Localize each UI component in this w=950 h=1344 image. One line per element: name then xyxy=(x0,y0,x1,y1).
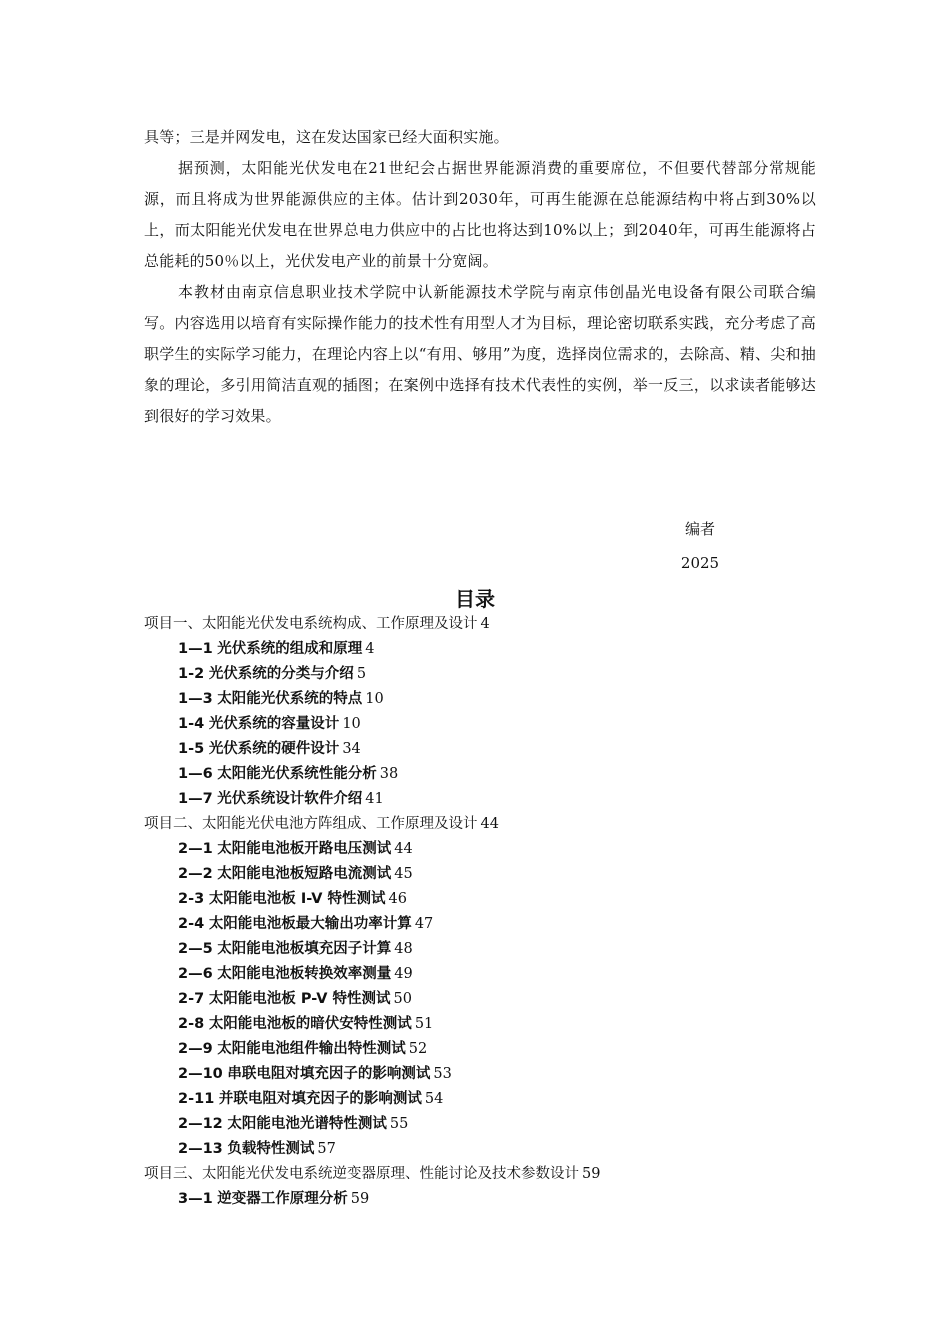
toc-entry-title: 太阳能电池板的暗伏安特性测试 xyxy=(208,1016,412,1032)
toc-section-entry[interactable] xyxy=(144,987,824,1012)
toc-entry-number: 2—6 xyxy=(178,966,213,982)
toc-entry-title: 太阳能电池光谱特性测试 xyxy=(227,1116,387,1132)
toc-entry-number: 2-8 xyxy=(178,1016,205,1032)
toc-section-entry[interactable] xyxy=(144,787,824,812)
table-of-contents xyxy=(144,612,824,1212)
toc-entry-title: 光伏系统的容量设计 xyxy=(208,716,340,732)
toc-entry-page: 52 xyxy=(408,1041,428,1057)
toc-section-entry[interactable] xyxy=(144,712,824,737)
toc-entry-title: 太阳能电池板最大输出功率计算 xyxy=(208,916,412,932)
toc-entry-title: 并联电阻对填充因子的影响测试 xyxy=(218,1091,422,1107)
toc-section-entry[interactable] xyxy=(144,662,824,687)
toc-entry-page: 48 xyxy=(394,941,413,957)
toc-chapter-entry[interactable] xyxy=(144,612,824,637)
signature-year: 2025 xyxy=(680,554,720,572)
toc-entry-number: 2—13 xyxy=(178,1141,223,1157)
toc-entry-number: 2—10 xyxy=(178,1066,223,1082)
toc-section-entry[interactable] xyxy=(144,837,824,862)
toc-entry-number: 2—2 xyxy=(178,866,213,882)
toc-entry-page: 59 xyxy=(582,1166,601,1182)
toc-entry-page: 44 xyxy=(394,841,413,857)
toc-entry-number: 1—1 xyxy=(178,641,213,657)
toc-section-entry[interactable] xyxy=(144,1012,824,1037)
toc-entry-page: 34 xyxy=(342,741,361,757)
toc-entry-number: 1—7 xyxy=(178,791,213,807)
toc-section-entry[interactable] xyxy=(144,937,824,962)
toc-entry-title: 光伏系统的分类与介绍 xyxy=(208,666,354,682)
toc-entry-page: 4 xyxy=(480,616,490,632)
toc-entry-page: 54 xyxy=(424,1091,444,1107)
toc-section-entry[interactable] xyxy=(144,887,824,912)
toc-entry-page: 10 xyxy=(342,716,361,732)
toc-entry-page: 50 xyxy=(393,991,412,1007)
toc-section-entry[interactable] xyxy=(144,1062,824,1087)
toc-section-entry[interactable] xyxy=(144,962,824,987)
body-text xyxy=(144,122,816,432)
toc-entry-title: 光伏系统的硬件设计 xyxy=(208,741,340,757)
toc-entry-title: 项目一、太阳能光伏发电系统构成、工作原理及设计 xyxy=(144,616,478,632)
toc-entry-page: 44 xyxy=(480,816,499,832)
toc-entry-number: 1—6 xyxy=(178,766,213,782)
toc-entry-number: 2—1 xyxy=(178,841,213,857)
author-signature: 编者 xyxy=(684,520,715,538)
toc-chapter-entry[interactable] xyxy=(144,812,824,837)
toc-entry-page: 49 xyxy=(394,966,413,982)
paragraph: 据预测，太阳能光伏发电在21世纪会占据世界能源消费的重要席位，不但要代替部分常规能源，而且将成为世界能源供应的主体。估计到2030年，可再生能源在总能源结构中将占到30%以上，而太阳能光伏发电在世界总电力供应中的占比也将达到10%以上；到2040年，可再生能源将占总能耗的50％以上，光伏发电产业的前景十分宽阔。 xyxy=(144,159,816,270)
toc-entry-title: 光伏系统的组成和原理 xyxy=(217,641,363,657)
toc-entry-page: 38 xyxy=(379,766,399,782)
toc-entry-number: 2-11 xyxy=(178,1091,215,1107)
toc-entry-page: 57 xyxy=(317,1141,336,1157)
toc-entry-title: 项目二、太阳能光伏电池方阵组成、工作原理及设计 xyxy=(144,816,478,832)
toc-section-entry[interactable] xyxy=(144,687,824,712)
toc-entry-page: 46 xyxy=(388,891,407,907)
toc-entry-page: 5 xyxy=(356,666,367,682)
toc-title: 目录 xyxy=(455,587,495,611)
toc-entry-page: 41 xyxy=(365,791,384,807)
toc-section-entry[interactable] xyxy=(144,762,824,787)
toc-entry-page: 45 xyxy=(394,866,413,882)
toc-entry-title: 逆变器工作原理分析 xyxy=(217,1191,348,1207)
toc-entry-page: 47 xyxy=(414,916,434,932)
toc-entry-number: 2—9 xyxy=(178,1041,213,1057)
toc-entry-title: 太阳能电池板开路电压测试 xyxy=(217,841,392,857)
toc-entry-number: 1-2 xyxy=(178,666,205,682)
toc-entry-page: 53 xyxy=(433,1066,452,1082)
toc-entry-page: 51 xyxy=(414,1016,434,1032)
toc-entry-number: 2—12 xyxy=(178,1116,223,1132)
toc-entry-number: 1-4 xyxy=(178,716,205,732)
toc-entry-title: 太阳能电池板 P-V 特性测试 xyxy=(208,991,391,1007)
toc-entry-title: 太阳能电池板短路电流测试 xyxy=(217,866,392,882)
toc-entry-title: 太阳能光伏系统性能分析 xyxy=(217,766,377,782)
toc-entry-title: 太阳能电池板填充因子计算 xyxy=(217,941,392,957)
toc-entry-title: 太阳能电池板转换效率测量 xyxy=(217,966,392,982)
toc-entry-title: 负载特性测试 xyxy=(227,1141,315,1157)
toc-entry-page: 55 xyxy=(389,1116,409,1132)
toc-entry-number: 2-3 xyxy=(178,891,205,907)
toc-entry-number: 1-5 xyxy=(178,741,205,757)
paragraph: 具等；三是并网发电，这在发达国家已经大面积实施。 xyxy=(144,128,509,146)
toc-entry-page: 4 xyxy=(365,641,375,657)
toc-entry-title: 太阳能光伏系统的特点 xyxy=(217,691,363,707)
toc-entry-number: 2—5 xyxy=(178,941,213,957)
toc-entry-title: 太阳能电池组件输出特性测试 xyxy=(217,1041,406,1057)
toc-entry-page: 59 xyxy=(350,1191,370,1207)
toc-entry-number: 2-7 xyxy=(178,991,205,1007)
toc-entry-title: 项目三、太阳能光伏发电系统逆变器原理、性能讨论及技术参数设计 xyxy=(144,1166,579,1182)
toc-section-entry[interactable] xyxy=(144,737,824,762)
toc-section-entry[interactable] xyxy=(144,637,824,662)
toc-chapter-entry[interactable] xyxy=(144,1162,824,1187)
toc-entry-number: 1—3 xyxy=(178,691,213,707)
toc-entry-title: 太阳能电池板 I-V 特性测试 xyxy=(208,891,386,907)
toc-entry-number: 3—1 xyxy=(178,1191,213,1207)
toc-section-entry[interactable] xyxy=(144,1137,824,1162)
paragraph: 本教材由南京信息职业技术学院中认新能源技术学院与南京伟创晶光电设备有限公司联合编写。内容选用以培育有实际操作能力的技术性有用型人才为目标，理论密切联系实践，充分考虑了高职学生的实际学习能力，在理论内容上以“有用、够用”为度，选择岗位需求的，去除高、精、尖和抽象的理论，多引用简洁直观的插图；在案例中选择有技术代表性的实例，举一反三，以求读者能够达到很好的学习效果。 xyxy=(144,283,816,425)
toc-section-entry[interactable] xyxy=(144,1037,824,1062)
toc-entry-title: 光伏系统设计软件介绍 xyxy=(217,791,363,807)
toc-section-entry[interactable] xyxy=(144,1087,824,1112)
toc-entry-page: 10 xyxy=(365,691,384,707)
toc-section-entry[interactable] xyxy=(144,912,824,937)
toc-section-entry[interactable] xyxy=(144,1187,824,1212)
toc-entry-number: 2-4 xyxy=(178,916,205,932)
toc-section-entry[interactable] xyxy=(144,1112,824,1137)
toc-section-entry[interactable] xyxy=(144,862,824,887)
toc-entry-title: 串联电阻对填充因子的影响测试 xyxy=(227,1066,431,1082)
